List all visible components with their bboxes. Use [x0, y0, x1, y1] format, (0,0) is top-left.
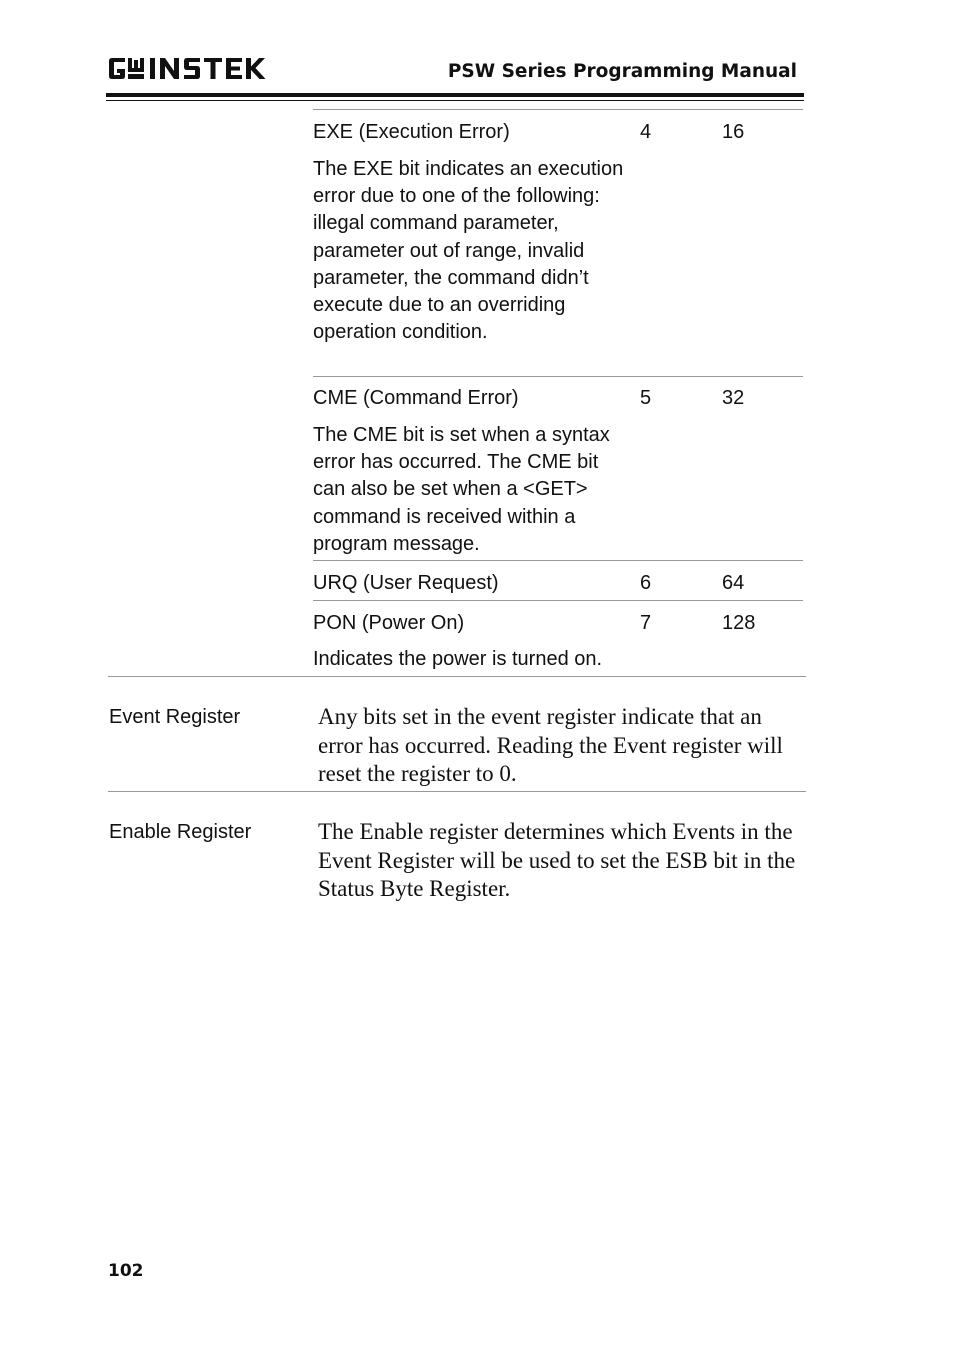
- table-cell-bit-number: 5: [640, 387, 652, 409]
- table-cell-bit-weight: 32: [722, 387, 745, 409]
- table-cell-bit-weight: 64: [722, 572, 745, 594]
- gw-instek-logo-graphic: [108, 54, 278, 84]
- header-rule-thin: [106, 100, 804, 101]
- manual-title: PSW Series Programming Manual: [447, 61, 797, 82]
- table-cell-bit-number: 6: [640, 572, 652, 594]
- table-row-divider: [313, 376, 803, 377]
- table-top-border: [313, 109, 803, 110]
- enable-register-label: Enable Register: [109, 821, 252, 843]
- table-cell-event-name: CME (Command Error): [313, 387, 519, 409]
- enable-register-text: The Enable register determines which Events in the Event Register will be used to set the ESB bit in the Status Byte Register.: [318, 819, 796, 902]
- table-cell-bit-weight: 128: [722, 612, 756, 634]
- table-cell-description: The CME bit is set when a syntax error has occurred. The CME bit can also be set when a <GET> command is received within a program message.: [313, 424, 610, 555]
- table-row-divider: [313, 600, 803, 601]
- table-row-divider: [313, 560, 803, 561]
- table-cell-event-name: EXE (Execution Error): [313, 121, 510, 143]
- event-register-text: Any bits set in the event register indicate that an error has occurred. Reading the Event register will reset the register to 0.: [318, 704, 783, 787]
- event-register-label: Event Register: [109, 706, 241, 728]
- page-number: 102: [108, 1261, 144, 1281]
- table-cell-bit-weight: 16: [722, 121, 745, 143]
- table-cell-event-name: URQ (User Request): [313, 572, 499, 594]
- table-cell-bit-number: 7: [640, 612, 652, 634]
- header-rule: [106, 93, 804, 97]
- table-cell-event-name: PON (Power On): [313, 612, 465, 634]
- section-divider: [108, 676, 806, 677]
- section-divider: [108, 791, 806, 792]
- table-cell-description: The EXE bit indicates an execution error due to one of the following: illegal command parameter, parameter out of range, invalid parameter, the command didn’t execute due to an overriding operation condition.: [313, 158, 624, 344]
- table-cell-description: Indicates the power is turned on.: [313, 648, 603, 670]
- brand-logo: [108, 54, 278, 84]
- table-cell-bit-number: 4: [640, 121, 652, 143]
